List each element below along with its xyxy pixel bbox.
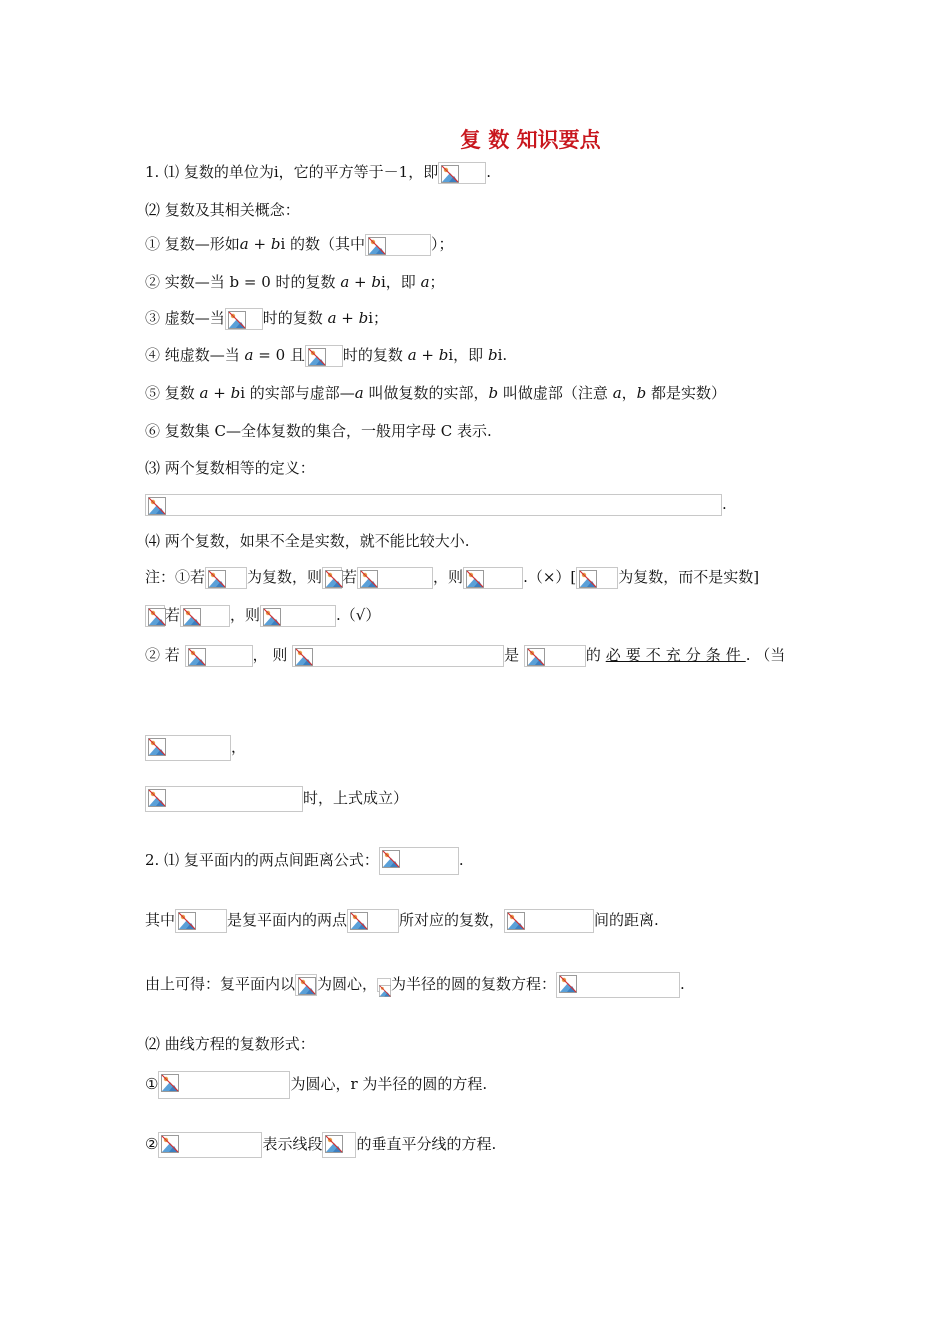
s1-line-3 bbox=[145, 232, 454, 256]
text: b bbox=[270, 235, 281, 253]
text: b bbox=[371, 273, 381, 291]
formula-image bbox=[504, 909, 594, 933]
broken-image-icon bbox=[298, 977, 316, 995]
broken-image-icon bbox=[148, 738, 166, 756]
s2-line-3 bbox=[145, 972, 685, 996]
formula-image bbox=[305, 345, 343, 367]
text: .（×）[ bbox=[523, 568, 577, 586]
text: . bbox=[680, 975, 685, 993]
formula-image bbox=[175, 909, 227, 933]
s1-line-13 bbox=[145, 603, 380, 627]
text: 的垂直平分线的方程. bbox=[356, 1135, 497, 1153]
s1-line-11 bbox=[145, 529, 470, 553]
text: 叫做复数的实部， bbox=[363, 384, 489, 402]
text: 若 bbox=[165, 606, 181, 624]
text: b bbox=[487, 346, 498, 364]
broken-image-icon bbox=[441, 165, 459, 183]
broken-image-icon bbox=[382, 850, 400, 868]
text: ， 则 bbox=[252, 646, 288, 664]
s2-line-6 bbox=[145, 1132, 496, 1156]
s1-line-1 bbox=[145, 160, 491, 184]
text: ，则 bbox=[433, 568, 464, 586]
formula-image bbox=[556, 972, 680, 998]
formula-image bbox=[322, 567, 342, 589]
broken-image-icon bbox=[148, 608, 166, 626]
text: b bbox=[488, 384, 499, 402]
text: 表示线段 bbox=[262, 1135, 323, 1153]
text: ⑵ 复数及其相关概念： bbox=[145, 201, 300, 219]
broken-image-icon bbox=[527, 648, 545, 666]
text: . bbox=[722, 495, 727, 513]
broken-image-icon bbox=[368, 237, 386, 255]
s1-line-4 bbox=[145, 270, 445, 294]
formula-image bbox=[158, 1132, 262, 1158]
s2-line-2 bbox=[145, 908, 659, 932]
text: 都是实数） bbox=[646, 384, 727, 402]
text: + bbox=[248, 235, 271, 253]
text: 时的复数 bbox=[262, 309, 328, 327]
formula-image bbox=[379, 847, 459, 875]
s1-line-7 bbox=[145, 381, 726, 405]
text: ① 复数—形如 bbox=[145, 235, 240, 253]
text: a bbox=[612, 384, 622, 402]
formula-image bbox=[377, 978, 391, 992]
broken-image-icon bbox=[466, 570, 484, 588]
text: 为圆心，r 为半径的圆的方程. bbox=[290, 1075, 488, 1093]
text: ， bbox=[231, 738, 247, 756]
broken-image-icon bbox=[188, 648, 206, 666]
text: i； bbox=[368, 309, 389, 327]
text: a bbox=[244, 346, 254, 364]
s1-line-9 bbox=[145, 456, 315, 480]
s2-line-1 bbox=[145, 847, 464, 871]
text: b bbox=[230, 384, 241, 402]
s1-line-5 bbox=[145, 306, 388, 330]
text: 由上可得：复平面内以 bbox=[145, 975, 296, 993]
s1-line-2 bbox=[145, 198, 300, 222]
text: ⑶ 两个复数相等的定义： bbox=[145, 459, 315, 477]
s1-line-16 bbox=[145, 786, 408, 810]
text: . （当 bbox=[745, 646, 786, 664]
text: 为半径的圆的复数方程： bbox=[391, 975, 557, 993]
text: 叫做虚部（注意 bbox=[498, 384, 613, 402]
text: = 0 且 bbox=[253, 346, 305, 364]
text: . bbox=[458, 851, 464, 869]
formula-image bbox=[145, 494, 722, 516]
text: ）； bbox=[431, 235, 454, 253]
text: i. bbox=[497, 346, 508, 364]
text: + bbox=[349, 273, 372, 291]
text: 为复数，则 bbox=[247, 568, 323, 586]
s1-line-6 bbox=[145, 343, 507, 367]
text: ② 若 bbox=[145, 646, 180, 664]
text: 其中 bbox=[145, 911, 176, 929]
broken-image-icon bbox=[579, 570, 597, 588]
text: 间的距离. bbox=[594, 911, 659, 929]
formula-image bbox=[322, 1132, 356, 1158]
broken-image-icon bbox=[178, 912, 196, 930]
formula-image bbox=[205, 567, 247, 589]
text: 是 bbox=[504, 646, 520, 664]
formula-image bbox=[295, 974, 317, 996]
broken-image-icon bbox=[228, 311, 246, 329]
text: b bbox=[358, 309, 369, 327]
formula-image bbox=[524, 645, 586, 667]
text: ① bbox=[145, 1075, 159, 1093]
text: 时，上式成立） bbox=[303, 789, 409, 807]
formula-image bbox=[260, 605, 336, 627]
text: 为复数，而不是实数] bbox=[618, 568, 760, 586]
text: 是复平面内的两点 bbox=[227, 911, 348, 929]
broken-image-icon bbox=[325, 1135, 343, 1153]
text: a bbox=[340, 273, 350, 291]
broken-image-icon bbox=[161, 1074, 179, 1092]
text: 的 bbox=[585, 646, 601, 664]
broken-image-icon bbox=[308, 348, 326, 366]
broken-image-icon bbox=[263, 608, 281, 626]
formula-image bbox=[145, 786, 303, 812]
broken-image-icon bbox=[148, 497, 166, 515]
formula-image bbox=[145, 735, 231, 761]
text: 为圆心， bbox=[317, 975, 378, 993]
text: ， bbox=[621, 384, 637, 402]
broken-image-icon bbox=[379, 980, 391, 992]
s1-line-15 bbox=[145, 735, 246, 759]
text: + bbox=[336, 309, 359, 327]
formula-image bbox=[463, 567, 523, 589]
formula-image bbox=[145, 605, 165, 627]
broken-image-icon bbox=[325, 570, 343, 588]
text: 若 bbox=[342, 568, 358, 586]
text: .（√） bbox=[336, 606, 381, 624]
page-title: 复 数 知识要点 bbox=[460, 128, 601, 152]
text: + bbox=[208, 384, 231, 402]
formula-image bbox=[158, 1071, 290, 1099]
formula-image bbox=[365, 234, 431, 256]
text: ② bbox=[145, 1135, 159, 1153]
broken-image-icon bbox=[360, 570, 378, 588]
text: ⑵ 曲线方程的复数形式： bbox=[145, 1035, 315, 1053]
text: . bbox=[486, 163, 491, 181]
text: a bbox=[239, 235, 249, 253]
formula-image bbox=[576, 567, 618, 589]
text: ⑤ 复数 bbox=[145, 384, 200, 402]
s2-line-4 bbox=[145, 1032, 315, 1056]
text: 注：①若 bbox=[145, 568, 206, 586]
text: ，则 bbox=[230, 606, 261, 624]
s2-line-5 bbox=[145, 1071, 487, 1095]
formula-image bbox=[438, 162, 486, 184]
text: i，即 bbox=[448, 346, 488, 364]
text: + bbox=[416, 346, 439, 364]
broken-image-icon bbox=[350, 912, 368, 930]
text: a bbox=[199, 384, 209, 402]
broken-image-icon bbox=[295, 648, 313, 666]
s1-line-8 bbox=[145, 419, 492, 443]
text: i，即 bbox=[381, 273, 421, 291]
formula-image bbox=[292, 645, 504, 667]
s1-line-10 bbox=[145, 492, 727, 516]
broken-image-icon bbox=[208, 570, 226, 588]
broken-image-icon bbox=[148, 789, 166, 807]
s1-line-12 bbox=[145, 565, 759, 589]
text: i 的实部与虚部— bbox=[240, 384, 355, 402]
text: a bbox=[354, 384, 364, 402]
text: i 的数（其中 bbox=[280, 235, 366, 253]
text: ⑥ 复数集 C—全体复数的集合，一般用字母 C 表示. bbox=[145, 422, 492, 440]
formula-image bbox=[180, 605, 230, 627]
formula-image bbox=[347, 909, 399, 933]
broken-image-icon bbox=[559, 975, 577, 993]
text: b bbox=[438, 346, 449, 364]
text: 1. ⑴ 复数的单位为i，它的平方等于－1，即 bbox=[145, 163, 439, 181]
text: ② 实数—当 b = 0 时的复数 bbox=[145, 273, 341, 291]
text: 2. ⑴ 复平面内的两点间距离公式： bbox=[145, 851, 379, 869]
broken-image-icon bbox=[183, 608, 201, 626]
text: 必要不充分条件 bbox=[605, 646, 746, 664]
text: 时的复数 bbox=[342, 346, 408, 364]
broken-image-icon bbox=[507, 912, 525, 930]
text: a bbox=[407, 346, 417, 364]
text: ④ 纯虚数—当 bbox=[145, 346, 245, 364]
formula-image bbox=[225, 308, 263, 330]
text: ； bbox=[429, 273, 445, 291]
broken-image-icon bbox=[161, 1135, 179, 1153]
text: 所对应的复数， bbox=[399, 911, 505, 929]
s1-line-14 bbox=[145, 643, 785, 667]
formula-image bbox=[357, 567, 433, 589]
text: ③ 虚数—当 bbox=[145, 309, 225, 327]
text: a bbox=[420, 273, 430, 291]
text: b bbox=[636, 384, 647, 402]
formula-image bbox=[185, 645, 253, 667]
text: a bbox=[327, 309, 337, 327]
text: ⑷ 两个复数，如果不全是实数，就不能比较大小. bbox=[145, 532, 470, 550]
